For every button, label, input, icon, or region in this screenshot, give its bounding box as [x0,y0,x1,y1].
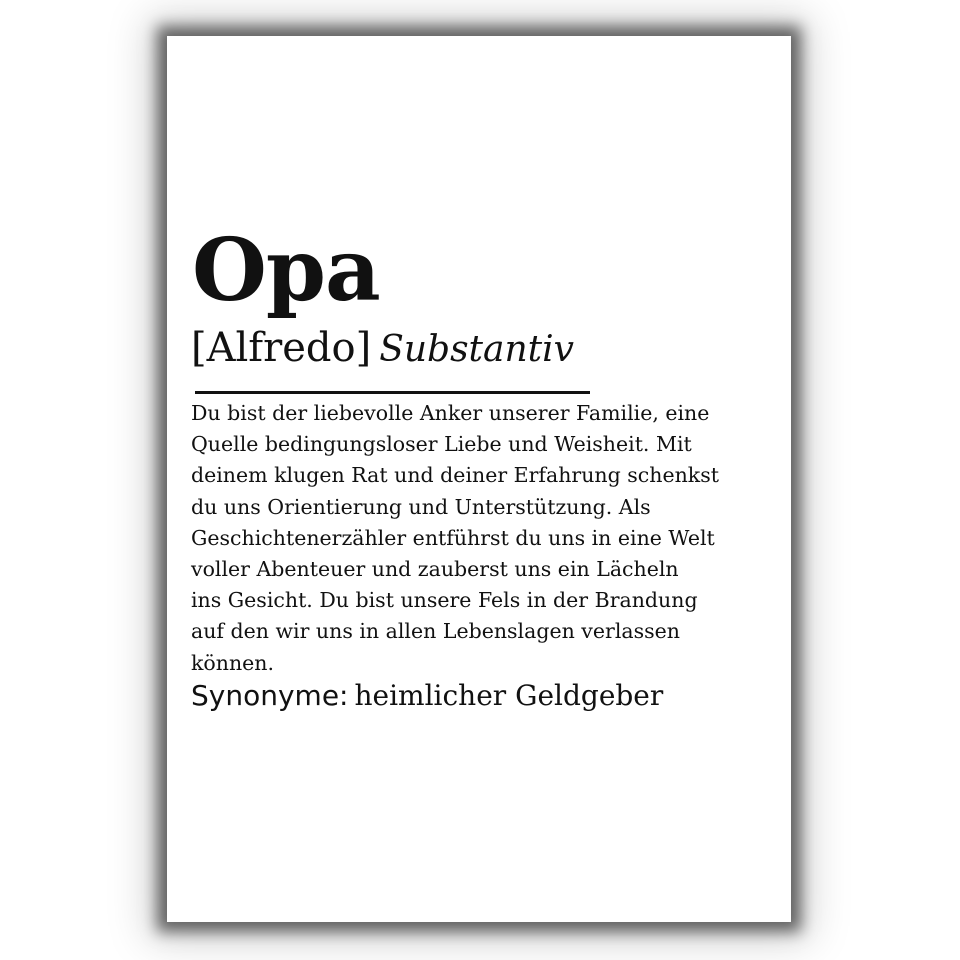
definition-line: deinem klugen Rat und deiner Erfahrung schenkst [191,463,719,488]
pronunciation-line [191,325,574,371]
pronunciation: [Alfredo] [191,325,372,371]
definition-card [167,36,791,922]
definition-line: Geschichtenerzähler entführst du uns in eine Welt [191,525,715,550]
synonyms-line [191,679,664,712]
definition-text [191,398,781,679]
entry-word: Opa [192,220,380,321]
divider-rule [195,391,590,394]
definition-line: ins Gesicht. Du bist unsere Fels in der Brandung [191,588,698,613]
synonyms-label: Synonyme: [191,679,349,712]
definition-line: Quelle bedingungsloser Liebe und Weisheit. Mit [191,432,692,457]
definition-line: du uns Orientierung und Unterstützung. Als [191,494,651,519]
synonyms-value: heimlicher Geldgeber [354,679,664,712]
definition-line: voller Abenteuer und zauberst uns ein Lächeln [191,557,679,582]
definition-line: können. [191,650,275,675]
part-of-speech: Substantiv [379,329,574,370]
definition-line: Du bist der liebevolle Anker unserer Familie, eine [191,401,710,425]
definition-line: auf den wir uns in allen Lebenslagen verlassen [191,619,680,644]
